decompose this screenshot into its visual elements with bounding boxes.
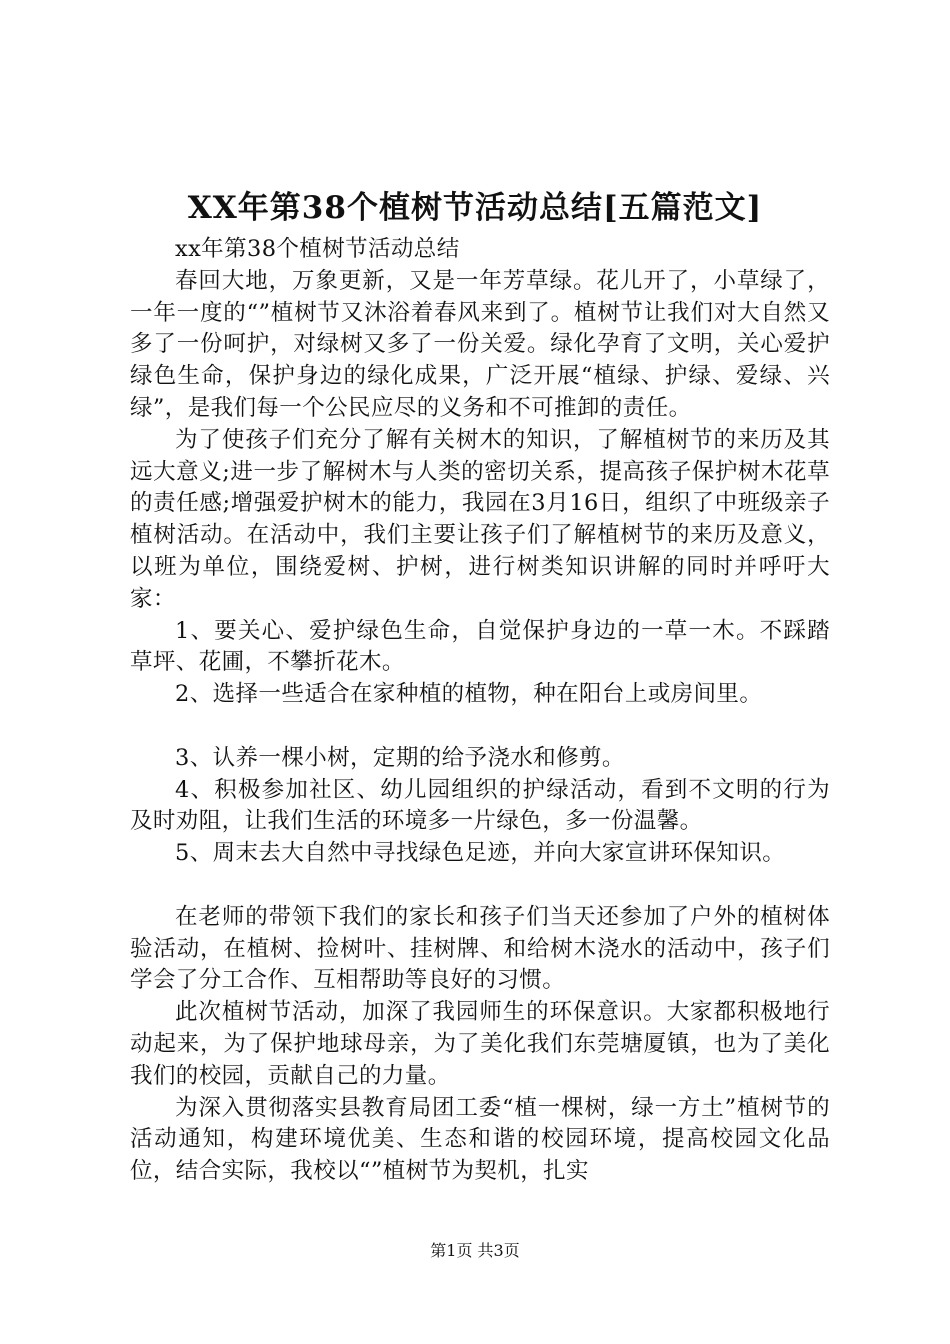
list-item-5: 5、周末去大自然中寻找绿色足迹，并向大家宣讲环保知识。 [175, 840, 786, 867]
list-item-3: 3、认养一棵小树，定期的给予浇水和修剪。 [175, 744, 625, 771]
paragraph-conclusion: 此次植树节活动，加深了我园师生的环保意识。大家都积极地行动起来，为了保护地球母亲，为了美化我们东莞塘厦镇，也为了美化我们的校园，贡献自己的力量。 [130, 999, 830, 1089]
page-footer: 第1页 共3页 [430, 1241, 520, 1260]
document-body [130, 234, 830, 1188]
paragraph-activity: 在老师的带领下我们的家长和孩子们当天还参加了户外的植树体验活动，在植树、捡树叶、挂树牌、和给树木浇水的活动中，孩子们学会了分工合作、互相帮助等良好的习惯。 [130, 903, 830, 994]
document-title: XX年第38个植树节活动总结[五篇范文] [187, 190, 763, 226]
paragraph-purpose: 为了使孩子们充分了解有关树木的知识，了解植树节的来历及其远大意义;进一步了解树木与人类的密切关系，提高孩子保护树木花草的责任感;增强爱护树木的能力，我园在3月16日，组织了中班级亲子植树活动。在活动中，我们主要让孩子们了解植树节的来历及意义，以班为单位，围绕爱树、护树，进行树类知识讲解的同时并呼吁大家： [130, 426, 830, 612]
list-item-1: 1、要关心、爱护绿色生命，自觉保护身边的一草一木。不踩踏草坪、花圃，不攀折花木。 [130, 617, 830, 676]
list-item-2: 2、选择一些适合在家种植的植物，种在阳台上或房间里。 [175, 681, 763, 708]
list-item-4: 4、积极参加社区、幼儿园组织的护绿活动，看到不文明的行为及时劝阻，让我们生活的环境多一片绿色，多一份温馨。 [130, 776, 830, 835]
paragraph-intro: 春回大地，万象更新，又是一年芳草绿。花儿开了，小草绿了，一年一度的“”植树节又沐浴着春风来到了。植树节让我们对大自然又多了一份呵护，对绿树又多了一份关爱。绿化孕育了文明，关心爱护绿色生命，保护身边的绿化成果，广泛开展“植绿、护绿、爱绿、兴绿”，是我们每一个公民应尽的义务和不可推卸的责任。 [130, 267, 830, 421]
document-subtitle: xx年第38个植树节活动总结 [175, 236, 460, 262]
paragraph-second-essay: 为深入贯彻落实县教育局团工委“植一棵树，绿一方土”植树节的活动通知，构建环境优美、生态和谐的校园环境，提高校园文化品位，结合实际，我校以“”植树节为契机，扎实 [130, 1094, 830, 1185]
